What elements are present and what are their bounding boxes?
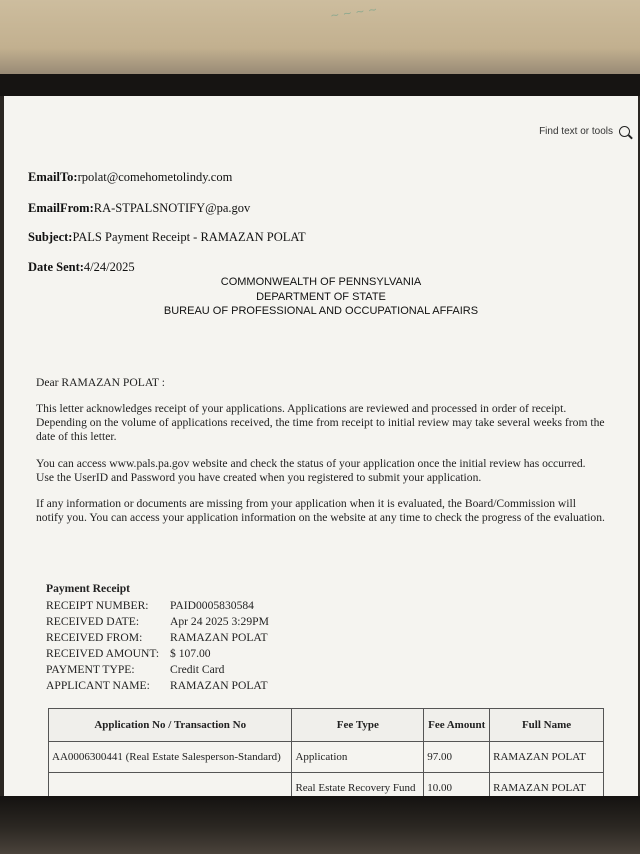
receipt-label: RECEIPT NUMBER: xyxy=(46,598,149,612)
column-header: Full Name xyxy=(490,709,604,742)
table-cell: 10.00 xyxy=(424,773,490,797)
table-cell: Real Estate Recovery Fund xyxy=(292,773,424,797)
receipt-row xyxy=(46,629,269,645)
desk-background xyxy=(0,0,640,80)
receipt-title: Payment Receipt xyxy=(46,582,131,595)
handwritten-note: ~ ~ ~ ~ xyxy=(329,2,379,23)
letter-paragraph-1: This letter acknowledges receipt of your applications. Applications are reviewed and processed in order of receipt. Depending on the volume of applications received, the time from receipt to initial review may take several weeks from the date of this letter. xyxy=(36,402,605,443)
table-cell: AA0006300441 (Real Estate Salesperson-Standard) xyxy=(49,742,292,773)
find-tools-bar[interactable] xyxy=(539,126,630,137)
subject-line xyxy=(28,230,306,245)
column-header: Fee Type xyxy=(292,709,424,742)
letter-paragraph-2: You can access www.pals.pa.gov website and check the status of your application once the initial review has occurred. Use the UserID and Password you have created when you registered to submit your application. xyxy=(36,457,586,484)
receipt-value: PAID0005830584 xyxy=(170,598,254,612)
letterhead-line-3: BUREAU OF PROFESSIONAL AND OCCUPATIONAL AFFAIRS xyxy=(163,305,479,317)
letterhead-line-1: COMMONWEALTH OF PENNSYLVANIA xyxy=(220,276,422,288)
receipt-value: RAMAZAN POLAT xyxy=(170,678,268,692)
receipt-label: RECEIVED FROM: xyxy=(46,630,143,644)
pdf-viewer xyxy=(4,96,638,796)
letterhead-line-2: DEPARTMENT OF STATE xyxy=(256,291,386,303)
table-cell: RAMAZAN POLAT xyxy=(490,773,604,797)
receipt-label: APPLICANT NAME: xyxy=(46,678,150,692)
subject-value: PALS Payment Receipt - RAMAZAN POLAT xyxy=(72,230,306,244)
receipt-row xyxy=(46,645,269,661)
application-fee-table xyxy=(48,708,604,796)
search-icon[interactable] xyxy=(619,126,630,137)
receipt-value: RAMAZAN POLAT xyxy=(170,630,268,644)
find-tools-label: Find text or tools xyxy=(539,126,613,137)
date-sent-line xyxy=(28,260,135,275)
receipt-value: Apr 24 2025 3:29PM xyxy=(170,614,269,628)
receipt-value: $ 107.00 xyxy=(170,646,211,660)
table-header-row xyxy=(49,709,604,742)
date-sent-value: 4/24/2025 xyxy=(83,260,135,274)
receipt-value: Credit Card xyxy=(170,662,225,676)
monitor-bottom-bezel xyxy=(0,796,640,854)
table-cell xyxy=(49,773,292,797)
receipt-row xyxy=(46,597,269,613)
email-from-value: RA-STPALSNOTIFY@pa.gov xyxy=(93,201,251,215)
email-from-line xyxy=(28,201,250,216)
receipt-row xyxy=(46,613,269,629)
table-cell: RAMAZAN POLAT xyxy=(490,742,604,773)
receipt-label: PAYMENT TYPE: xyxy=(46,662,135,676)
receipt-label: RECEIVED DATE: xyxy=(46,614,140,628)
letter-paragraph-3: If any information or documents are missing from your application when it is evaluated, the Board/Commission will notify you. You can access your application information on the website at any time to check the progress of the evaluation. xyxy=(36,497,605,524)
letter-greeting: Dear RAMAZAN POLAT : xyxy=(36,376,165,389)
table-row xyxy=(49,742,604,773)
column-header: Fee Amount xyxy=(424,709,490,742)
date-sent-label: Date Sent: xyxy=(28,260,84,274)
email-to-value: rpolat@comehometolindy.com xyxy=(77,170,233,184)
table-cell: 97.00 xyxy=(424,742,490,773)
email-to-label: EmailTo: xyxy=(28,170,78,184)
monitor-top-bezel xyxy=(0,74,640,96)
column-header: Application No / Transaction No xyxy=(49,709,292,742)
receipt-row xyxy=(46,677,269,693)
subject-label: Subject: xyxy=(28,230,73,244)
email-from-label: EmailFrom: xyxy=(28,201,94,215)
receipt-label: RECEIVED AMOUNT: xyxy=(46,646,160,660)
email-to-line xyxy=(28,170,232,185)
payment-receipt xyxy=(46,582,269,693)
receipt-row xyxy=(46,661,269,677)
table-cell: Application xyxy=(292,742,424,773)
table-row xyxy=(49,773,604,797)
